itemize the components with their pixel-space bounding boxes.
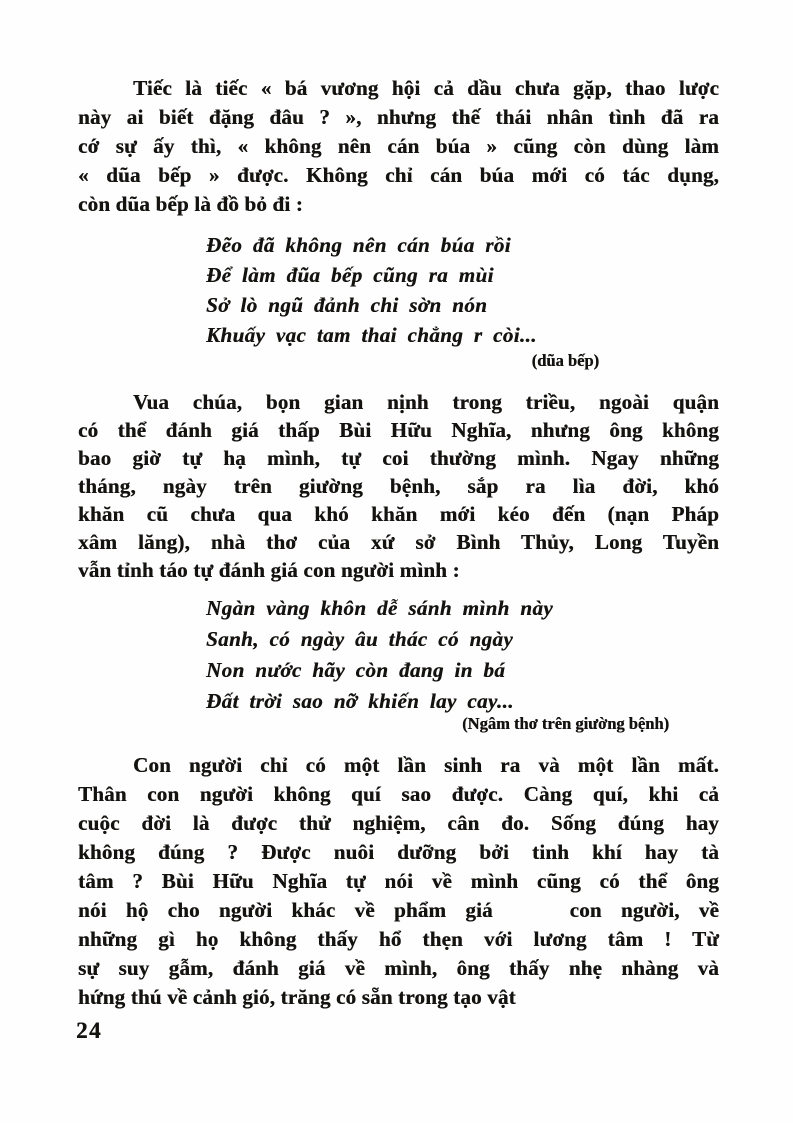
text-line: này ai biết đặng đâu ? », nhưng thế thái nhân tình đã ra (78, 105, 719, 129)
text-line: khăn cũ chưa qua khó khăn mới kéo đến (nạn Pháp (78, 502, 719, 526)
text-line: Sanh, có ngày âu thác có ngày (206, 627, 514, 651)
text-line: xâm lăng), nhà thơ của xứ sở Bình Thủy, Long Tuyền (78, 530, 719, 554)
text-line: vẫn tỉnh táo tự đánh giá con người mình : (78, 558, 460, 582)
poem-dua-bep (78, 230, 719, 350)
text-line: Thân con người không quí sao được. Càng quí, khi cả (78, 782, 719, 806)
text-line: cớ sự ấy thì, « không nên cán búa » cũng còn dùng làm (78, 134, 719, 158)
paragraph-vua-chua (78, 388, 719, 584)
text-line: những gì họ không thấy hổ thẹn với lương tâm ! Từ (78, 927, 719, 951)
paragraph-con-nguoi (78, 751, 719, 1012)
text-line: nói hộ cho người khác về phẩm giá con người, về (78, 898, 719, 922)
text-line: không đúng ? Được nuôi dưỡng bởi tinh khí hay tà (78, 840, 719, 864)
text-line: « dũa bếp » được. Không chỉ cán búa mới có tác dụng, (78, 163, 719, 187)
page-number: 24 (76, 1018, 102, 1043)
text-line: tháng, ngày trên giường bệnh, sắp ra lìa đời, khó (78, 474, 719, 498)
text-line: tâm ? Bùi Hữu Nghĩa tự nói về mình cũng có thể ông (78, 869, 719, 893)
text-column (78, 74, 719, 1012)
text-line: Đẽo đã không nên cán búa rồi (206, 233, 511, 257)
text-line: Tiếc là tiếc « bá vương hội cả dầu chưa gặp, thao lược (133, 76, 719, 100)
text-line: Non nước hãy còn đang in bá (206, 658, 506, 682)
poem-attribution-dua-bep: (dũa bếp) (531, 351, 599, 370)
text-line: Vua chúa, bọn gian nịnh trong triều, ngoài quận (133, 390, 719, 414)
text-line: có thể đánh giá thấp Bùi Hữu Nghĩa, nhưng ông không (78, 418, 719, 442)
text-line: còn dũa bếp là đồ bỏ đi : (78, 192, 303, 216)
text-line: Con người chỉ có một lần sinh ra và một lần mất. (133, 753, 719, 777)
text-line: Ngàn vàng khôn dễ sánh mình này (206, 596, 553, 620)
text-line: bao giờ tự hạ mình, tự coi thường mình. Ngay những (78, 446, 719, 470)
text-line: Đất trời sao nỡ khiến lay cay... (206, 689, 514, 713)
poem-attribution-ngam-tho: (Ngâm thơ trên giường bệnh) (462, 714, 669, 733)
text-line: sự suy gẫm, đánh giá về mình, ông thấy nhẹ nhàng và (78, 956, 719, 980)
text-line: cuộc đời là được thử nghiệm, cân đo. Sống đúng hay (78, 811, 719, 835)
poem-ngam-tho (78, 593, 719, 717)
text-line: Khuấy vạc tam thai chẳng r còi... (206, 323, 537, 347)
text-line: Sở lò ngũ đảnh chi sờn nón (206, 293, 488, 317)
paragraph-can-bua (78, 74, 719, 219)
text-line: Để làm đũa bếp cũng ra mùi (206, 263, 494, 287)
text-line: hứng thú về cảnh gió, trăng có sẵn trong tạo vật (78, 985, 516, 1009)
